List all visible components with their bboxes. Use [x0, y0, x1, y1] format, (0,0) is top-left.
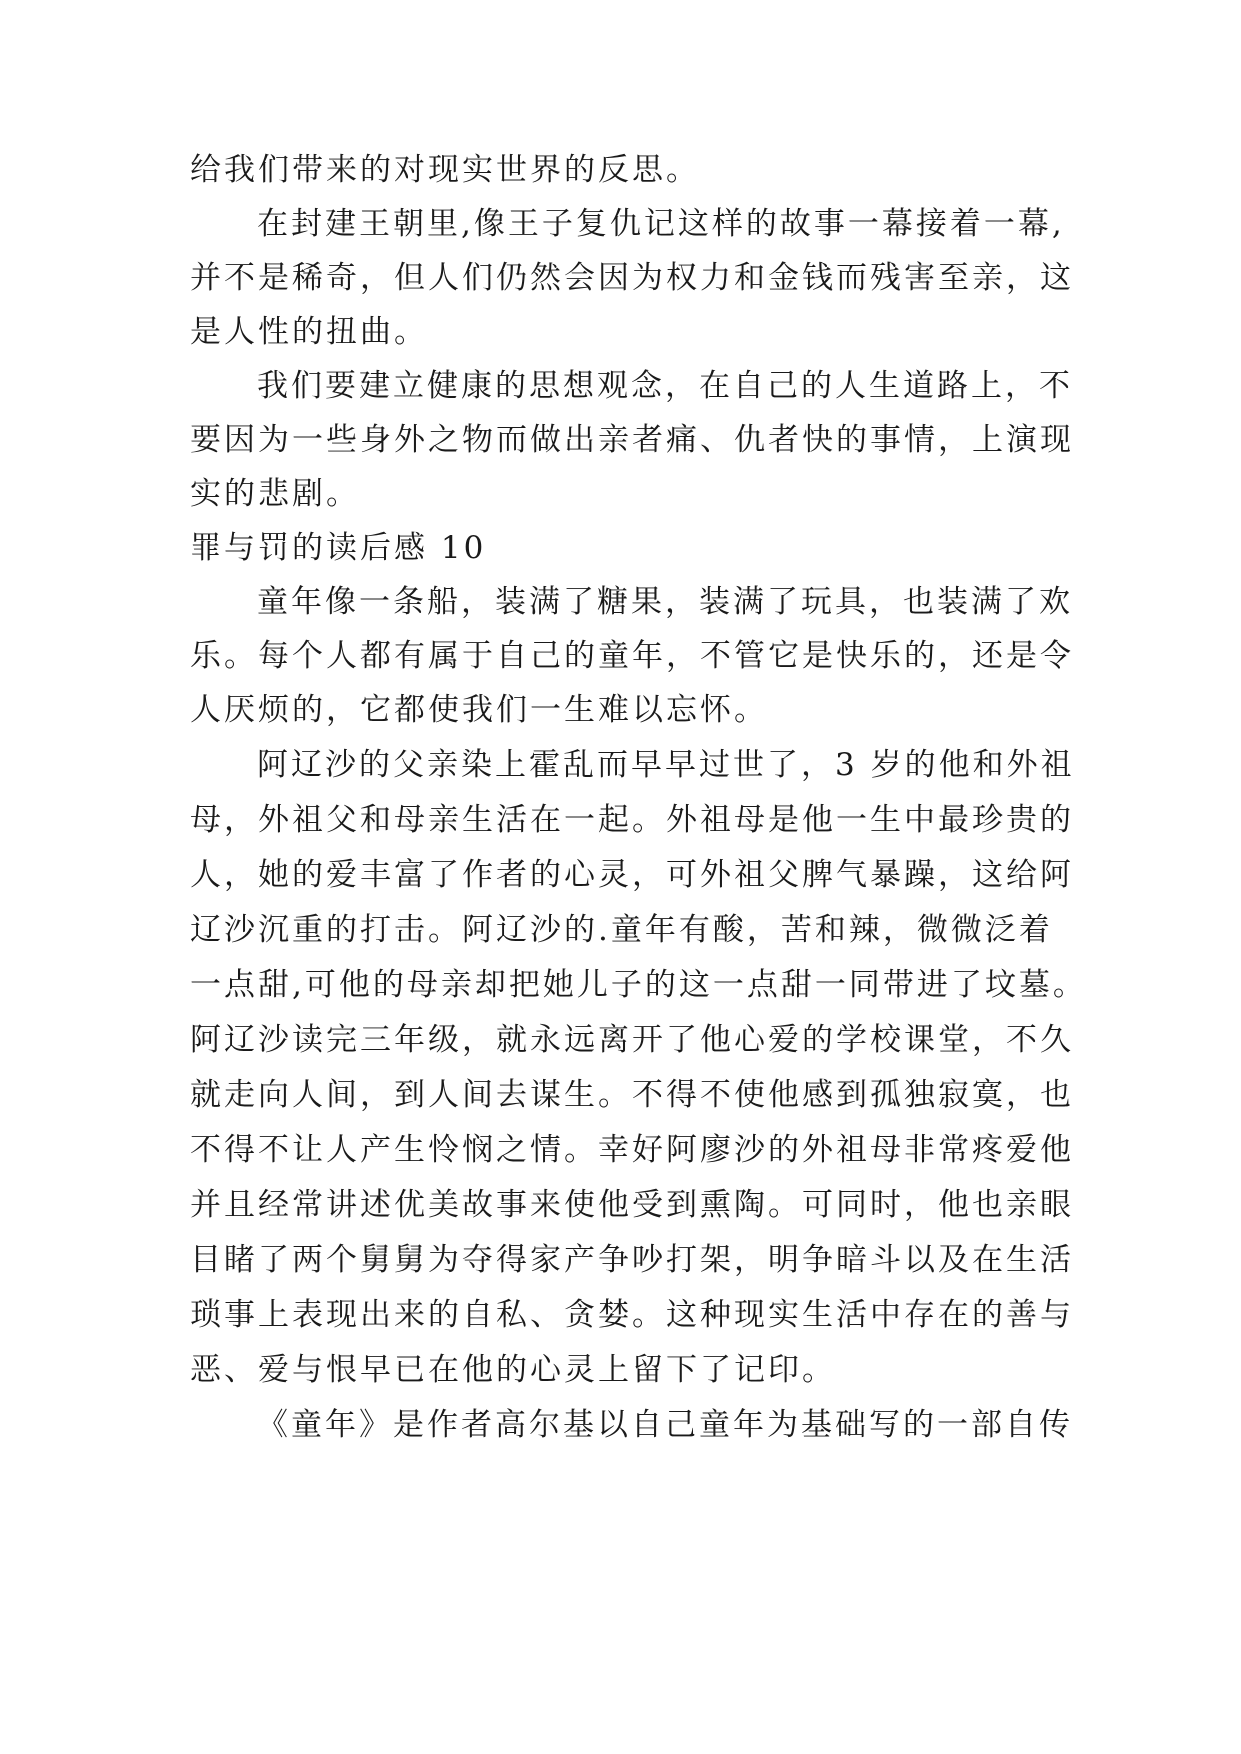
paragraph-line: 目睹了两个舅舅为夺得家产争吵打架，明争暗斗以及在生活: [190, 1242, 1074, 1278]
paragraph-line: 一点甜,可他的母亲却把她儿子的这一点甜一同带进了坟墓。: [190, 967, 1087, 1003]
paragraph-line: 实的悲剧。: [190, 476, 360, 512]
paragraph-line: 阿辽沙读完三年级，就永远离开了他心爱的学校课堂，不久: [190, 1022, 1074, 1058]
paragraph-line: 不得不让人产生怜悯之情。幸好阿廖沙的外祖母非常疼爱他: [190, 1132, 1074, 1168]
paragraph-line: 给我们带来的对现实世界的反思。: [190, 152, 700, 188]
paragraph-line: 辽沙沉重的打击。阿辽沙的.童年有酸，苦和辣，微微泛着: [190, 912, 1053, 948]
paragraph-line: 就走向人间，到人间去谋生。不得不使他感到孤独寂寞，也: [190, 1077, 1074, 1113]
paragraph-line: 人，她的爱丰富了作者的心灵，可外祖父脾气暴躁，这给阿: [190, 857, 1074, 893]
paragraph-line: 母，外祖父和母亲生活在一起。外祖母是他一生中最珍贵的: [190, 802, 1074, 838]
paragraph-line: 人厌烦的，它都使我们一生难以忘怀。: [190, 692, 768, 728]
paragraph-line: 阿辽沙的父亲染上霍乱而早早过世了，3 岁的他和外祖: [257, 747, 1075, 783]
paragraph-line: 要因为一些身外之物而做出亲者痛、仇者快的事情，上演现: [190, 422, 1074, 458]
paragraph-line: 恶、爱与恨早已在他的心灵上留下了记印。: [190, 1352, 836, 1388]
paragraph-line: 《童年》是作者高尔基以自己童年为基础写的一部自传: [257, 1407, 1073, 1443]
paragraph-line: 乐。每个人都有属于自己的童年，不管它是快乐的，还是令: [190, 638, 1074, 674]
paragraph-line: 在封建王朝里,像王子复仇记这样的故事一幕接着一幕,: [257, 206, 1065, 242]
paragraph-line: 并且经常讲述优美故事来使他受到熏陶。可同时，他也亲眼: [190, 1187, 1074, 1223]
paragraph-line: 我们要建立健康的思想观念，在自己的人生道路上，不: [257, 368, 1073, 404]
paragraph-line: 童年像一条船，装满了糖果，装满了玩具，也装满了欢: [257, 584, 1073, 620]
paragraph-line: 并不是稀奇，但人们仍然会因为权力和金钱而残害至亲，这: [190, 260, 1074, 296]
paragraph-line: 琐事上表现出来的自私、贪婪。这种现实生活中存在的善与: [190, 1297, 1074, 1333]
paragraph-line: 是人性的扭曲。: [190, 314, 428, 350]
section-heading: 罪与罚的读后感 10: [190, 530, 487, 566]
